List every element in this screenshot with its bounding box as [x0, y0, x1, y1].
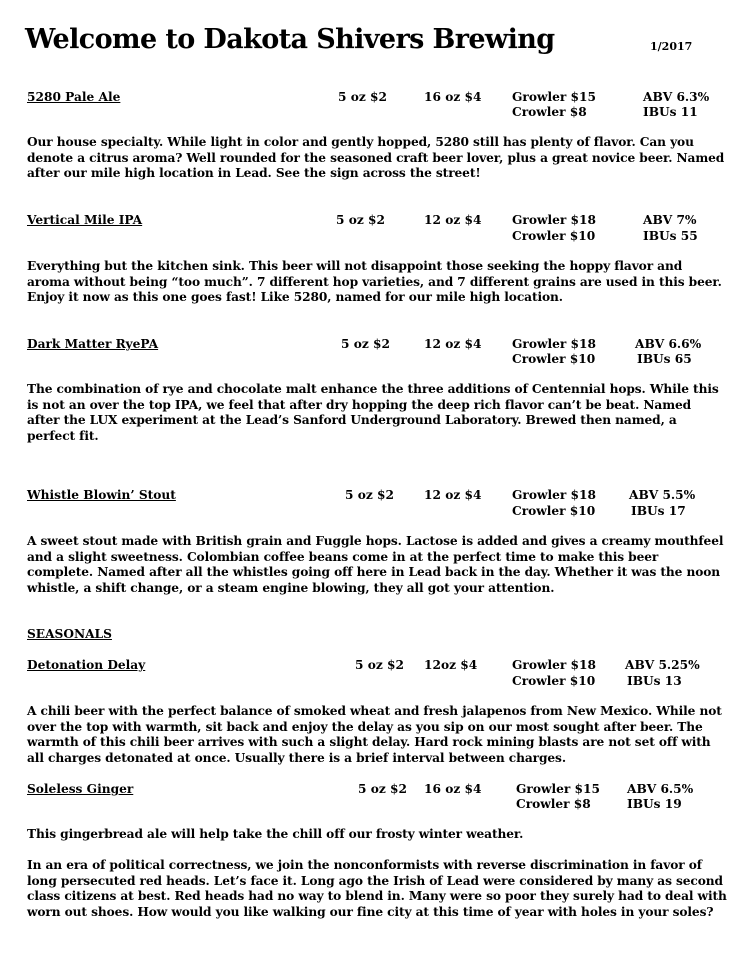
beer-growler-price: Growler $15: [516, 782, 600, 796]
beer-abv: ABV 6.5%: [627, 782, 694, 796]
beer-growler-price: Growler $18: [512, 488, 596, 502]
beer-name: Vertical Mile IPA: [27, 213, 143, 227]
beer-name: Soleless Ginger: [27, 782, 134, 796]
beer-description: A sweet stout made with British grain and Fuggle hops. Lactose is added and gives a creamy mouthfeel and a slight sweetness. Colombian coffee beans come in at the perfect time to make this beer complete. Named after all the whistles going off here in Lead back in the day. Whether it was the noon whistle, a shift change, or a steam engine blowing, they all got your attention.: [27, 534, 724, 595]
beer-description-extra: In an era of political correctness, we join the nonconformists with reverse discrimination in favor of long persecuted red heads. Let’s face it. Long ago the Irish of Lead were considered by many as second class citizens at best. Red heads had no way to blend in. Many were so poor they surely had to deal with worn out shoes. How would you like walking our fine city at this time of year with holes in your soles?: [27, 858, 727, 919]
beer-abv: ABV 5.5%: [629, 488, 696, 502]
beer-description: This gingerbread ale will help take the chill off our frosty winter weather.: [27, 827, 524, 841]
beer-name: 5280 Pale Ale: [27, 90, 121, 104]
beer-crowler-price: Crowler $10: [512, 504, 596, 518]
beer-ibus: IBUs 55: [643, 229, 698, 243]
beer-crowler-price: Crowler $8: [512, 105, 587, 119]
beer-crowler-price: Crowler $10: [512, 229, 596, 243]
beer-small-price: 5 oz $2: [355, 658, 404, 672]
beer-large-price: 12 oz $4: [424, 488, 482, 502]
beer-small-price: 5 oz $2: [338, 90, 387, 104]
beer-description: The combination of rye and chocolate malt enhance the three additions of Centennial hops. While this is not an over the top IPA, we feel that after dry hopping the deep rich flavor can’t be beat. Named after the LUX experiment at the Lead’s Sanford Underground Laboratory. Brewed then named, a perfect fit.: [27, 382, 719, 443]
beer-ibus: IBUs 13: [627, 674, 682, 688]
beer-description: A chili beer with the perfect balance of smoked wheat and fresh jalapenos from New Mexico. While not over the top with warmth, sit back and enjoy the delay as you sip on our most sought after beer. The warmth of this chili beer arrives with such a slight delay. Hard rock mining blasts are not set off with all charges detonated at once. Usually there is a brief interval between charges.: [27, 704, 722, 765]
beer-large-price: 12 oz $4: [424, 213, 482, 227]
beer-name: Whistle Blowin’ Stout: [27, 488, 176, 502]
beer-growler-price: Growler $15: [512, 90, 596, 104]
beer-description: Everything but the kitchen sink. This beer will not disappoint those seeking the hoppy flavor and aroma without being “too much”. 7 different hop varieties, and 7 different grains are used in this beer. Enjoy it now as this one goes fast! Like 5280, named for our mile high location.: [27, 259, 722, 305]
beer-abv: ABV 6.6%: [635, 337, 702, 351]
beer-small-price: 5 oz $2: [345, 488, 394, 502]
beer-ibus: IBUs 11: [643, 105, 698, 119]
beer-abv: ABV 6.3%: [643, 90, 710, 104]
beer-growler-price: Growler $18: [512, 658, 596, 672]
beer-growler-price: Growler $18: [512, 337, 596, 351]
beer-growler-price: Growler $18: [512, 213, 596, 227]
beer-crowler-price: Crowler $8: [516, 797, 591, 811]
beer-large-price: 16 oz $4: [424, 782, 482, 796]
beer-description: Our house specialty. While light in color and gently hopped, 5280 still has plenty of flavor. Can you denote a citrus aroma? Well rounded for the seasoned craft beer lover, plus a great novice beer. Named after our mile high location in Lead. See the sign across the street!: [27, 135, 725, 181]
beer-ibus: IBUs 65: [637, 352, 692, 366]
beer-small-price: 5 oz $2: [341, 337, 390, 351]
beer-small-price: 5 oz $2: [358, 782, 407, 796]
beer-crowler-price: Crowler $10: [512, 674, 596, 688]
section-heading-seasonals: SEASONALS: [27, 627, 112, 641]
menu-date: 1/2017: [650, 40, 693, 53]
beer-large-price: 12 oz $4: [424, 337, 482, 351]
beer-abv: ABV 5.25%: [625, 658, 700, 672]
beer-ibus: IBUs 17: [631, 504, 686, 518]
beer-large-price: 12oz $4: [424, 658, 478, 672]
menu-title: Welcome to Dakota Shivers Brewing: [25, 24, 555, 55]
beer-ibus: IBUs 19: [627, 797, 682, 811]
beer-small-price: 5 oz $2: [336, 213, 385, 227]
beer-large-price: 16 oz $4: [424, 90, 482, 104]
beer-crowler-price: Crowler $10: [512, 352, 596, 366]
beer-abv: ABV 7%: [643, 213, 697, 227]
beer-name: Dark Matter RyePA: [27, 337, 159, 351]
beer-name: Detonation Delay: [27, 658, 146, 672]
